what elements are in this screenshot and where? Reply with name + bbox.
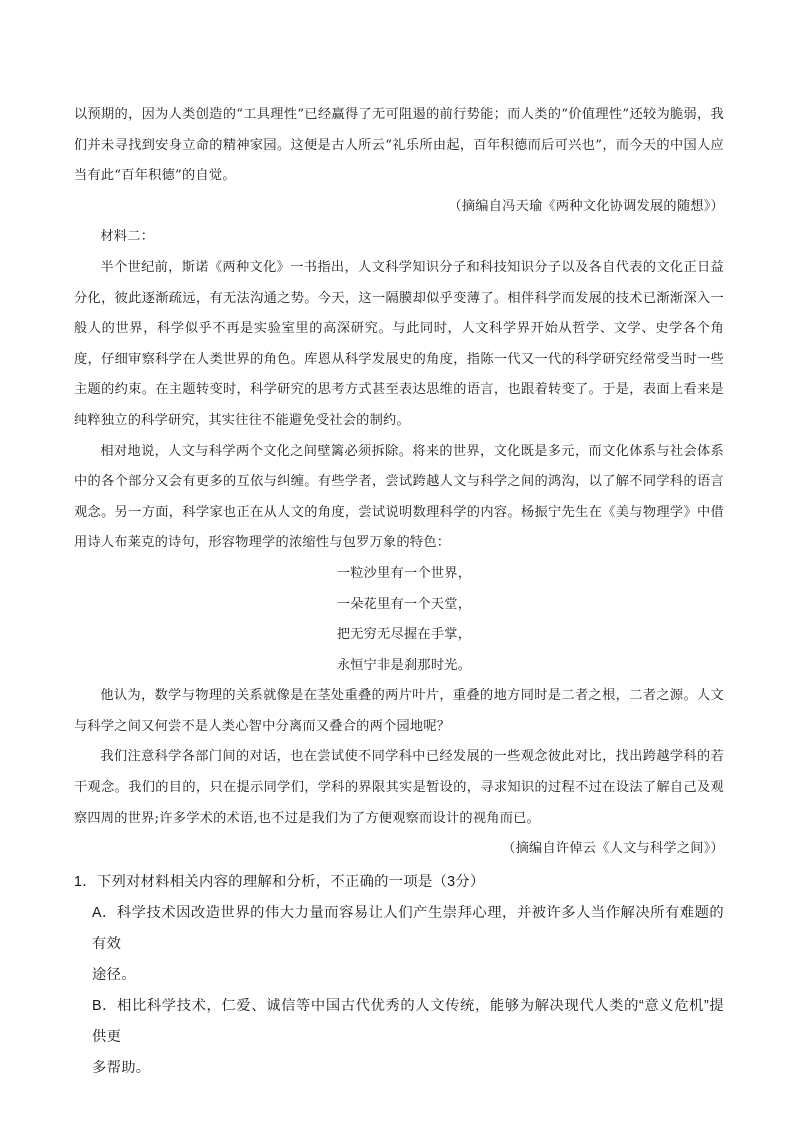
material-two-paragraph-3: 他认为，数学与物理的关系就像是在茎处重叠的两片叶片，重叠的地方同时是二者之根，二者之源。人文与科学之间又何尝不是人类心智中分离而又叠合的两个园地呢？ [74, 688, 724, 734]
question-one [74, 867, 724, 1084]
poem-block [74, 559, 724, 681]
poem-line: 一粒沙里有一个世界， [336, 565, 472, 581]
material-two-heading: 材料二： [100, 229, 155, 245]
option-b-line-1: B．相比科学技术，仁爱、诚信等中国古代优秀的人文传统，能够为解决现代人类的“意义危机”提供更 [92, 997, 724, 1045]
poem-line: 一朵花里有一个天堂， [336, 596, 472, 612]
material-two-paragraph-4: 我们注意科学各部门间的对话，也在尝试使不同学科中已经发展的一些观念彼此对比，找出跨越学科的若干观念。我们的目的，只在提示同学们，学科的界限其实是暂设的，寻求知识的过程不过在设法了解自己及观察四周的世界;许多学术的术语,也不过是我们为了方便观察而设计的视角而已。 [74, 749, 724, 826]
material-two [74, 222, 724, 864]
poem-line: 把无穷无尽握在手掌， [336, 627, 472, 643]
option-b-line-2: 多帮助。 [92, 1059, 151, 1076]
document-page [74, 100, 724, 1084]
option-a-line-2: 途径。 [92, 966, 136, 983]
material-two-paragraph-2: 相对地说，人文与科学两个文化之间壁篱必须拆除。将来的世界，文化既是多元，而文化体系与社会体系中的各个部分又会有更多的互依与纠缠。有些学者，尝试跨越人文与科学之间的鸿沟，以了解不同学科的语言观念。另一方面，科学家也正在从人文的角度，尝试说明数理科学的内容。杨振宁先生在《美与物理学》中借用诗人布莱克的诗句，形容物理学的浓缩性与包罗万象的特色： [74, 443, 724, 551]
material-one-source: （摘编自冯天瑜《两种文化协调发展的随想》） [448, 198, 724, 214]
material-two-paragraph-1: 半个世纪前，斯诺《两种文化》一书指出，人文科学知识分子和科技知识分子以及各自代表的文化正日益分化，彼此逐渐疏远，有无法沟通之势。今天，这一隔膜却似乎变薄了。相伴科学而发展的技术已渐渐深入一般人的世界，科学似乎不再是实验室里的高深研究。与此同时，人文科学界开始从哲学、文学、史学各个角度，仔细审察科学在人类世界的角色。库恩从科学发展史的角度，指陈一代又一代的科学研究经常受当时一些主题的约束。在主题转变时，科学研究的思考方式甚至表达思维的语言，也跟着转变了。于是，表面上看来是纯粹独立的科学研究，其实往往不能避免受社会的制约。 [74, 259, 724, 428]
question-one-stem: 1．下列对材料相关内容的理解和分析，不正确的一项是（3分） [74, 873, 485, 890]
material-one-excerpt [74, 100, 724, 222]
option-a-line-1: A．科学技术因改造世界的伟大力量而容易让人们产生崇拜心理，并被许多人当作解决所有难题的有效 [92, 904, 724, 952]
material-two-source: （摘编自许倬云《人文与科学之间》） [502, 841, 724, 857]
poem-line: 永恒宁非是刹那时光。 [336, 657, 472, 673]
material-one-tail-paragraph: 以预期的，因为人类创造的“工具理性”已经赢得了无可阻遏的前行势能；而人类的“价值理性”还较为脆弱，我们并未寻找到安身立命的精神家园。这便是古人所云“礼乐所由起，百年积德而后可兴也”，而今天的中国人应当有此“百年积德”的自觉。 [74, 107, 724, 184]
